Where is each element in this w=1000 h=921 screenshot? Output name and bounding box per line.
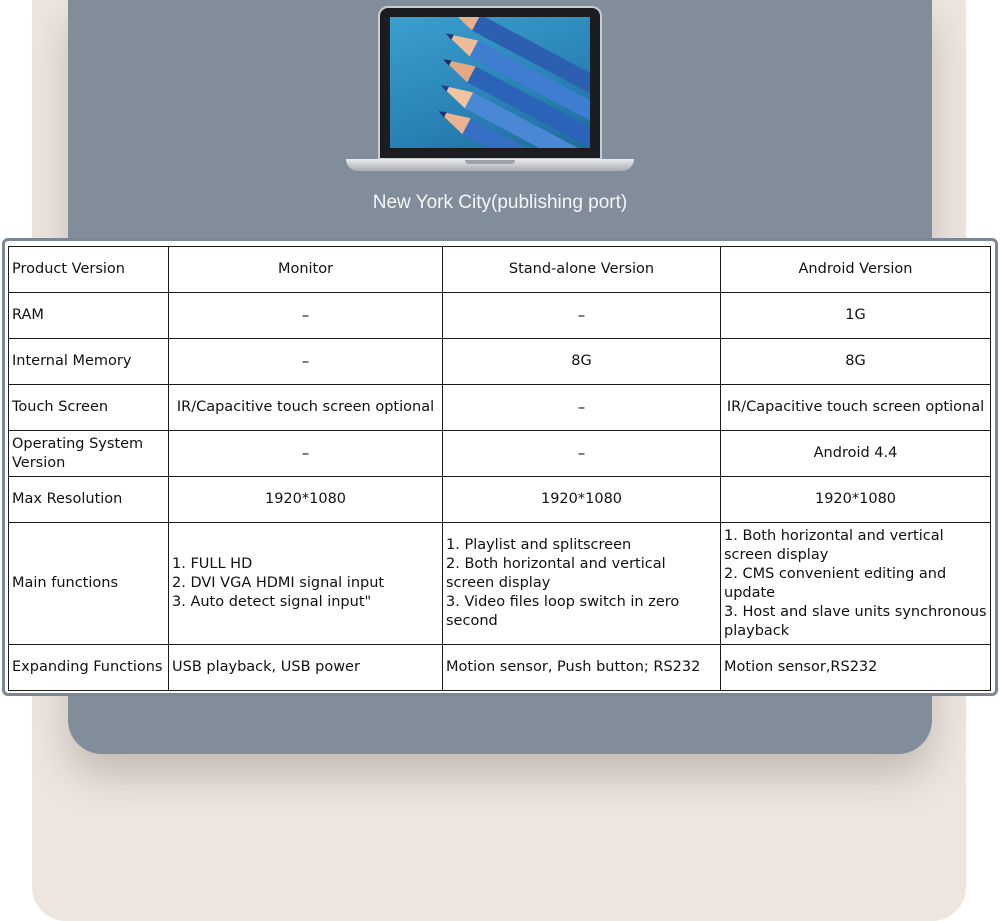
cell-standalone: – (443, 293, 721, 339)
table-row (9, 293, 991, 339)
cell-monitor: USB playback, USB power (169, 645, 443, 691)
cell-monitor: – (169, 431, 443, 477)
cell-android (721, 523, 991, 645)
cell-monitor: – (169, 339, 443, 385)
laptop-notch (465, 160, 515, 164)
cell-standalone: Motion sensor, Push button; RS232 (443, 645, 721, 691)
header-cell-monitor: Monitor (169, 247, 443, 293)
table-row (9, 339, 991, 385)
row-label: Internal Memory (9, 339, 169, 385)
spec-table (8, 246, 991, 691)
function-line: 1. Both horizontal and vertical screen display (724, 527, 944, 563)
cell-android: 8G (721, 339, 991, 385)
cell-android: 1G (721, 293, 991, 339)
function-line: 2. CMS convenient editing and update (724, 565, 947, 601)
cell-standalone (443, 523, 721, 645)
function-line: 1. Playlist and splitscreen (446, 537, 632, 553)
function-line: 3. Video files loop switch in zero second (446, 594, 680, 629)
row-label: Max Resolution (9, 477, 169, 523)
row-label: Operating System Version (9, 431, 169, 477)
cell-android: IR/Capacitive touch screen optional (721, 385, 991, 431)
laptop-image (346, 6, 634, 172)
cell-monitor: 1920*1080 (169, 477, 443, 523)
cell-android: Motion sensor,RS232 (721, 645, 991, 691)
function-line: 3. Host and slave units synchronous playback (724, 603, 987, 639)
row-label: Main functions (9, 523, 169, 645)
table-header-row (9, 247, 991, 293)
cell-android: 1920*1080 (721, 477, 991, 523)
row-label: RAM (9, 293, 169, 339)
table-row (9, 645, 991, 691)
colored-pencils-image (390, 17, 590, 148)
header-cell-standalone: Stand-alone Version (443, 247, 721, 293)
cell-monitor (169, 523, 443, 645)
header-cell-label: Product Version (9, 247, 169, 293)
product-caption: New York City(publishing port) (372, 192, 628, 213)
laptop-lid (378, 6, 602, 160)
cell-standalone: 8G (443, 339, 721, 385)
function-line: 1. FULL HD (172, 556, 253, 572)
table-row (9, 431, 991, 477)
row-label: Touch Screen (9, 385, 169, 431)
laptop-screen (390, 17, 590, 148)
cell-monitor: IR/Capacitive touch screen optional (169, 385, 443, 431)
table-row (9, 477, 991, 523)
function-line: 3. Auto detect signal input" (172, 594, 372, 610)
table-row (9, 523, 991, 645)
cell-standalone: – (443, 431, 721, 477)
function-line: 2. Both horizontal and vertical screen display (446, 556, 666, 591)
cell-standalone: 1920*1080 (443, 477, 721, 523)
cell-standalone: – (443, 385, 721, 431)
header-cell-android: Android Version (721, 247, 991, 293)
cell-android: Android 4.4 (721, 431, 991, 477)
table-row (9, 385, 991, 431)
function-line: 2. DVI VGA HDMI signal input (172, 575, 385, 591)
row-label: Expanding Functions (9, 645, 169, 691)
cell-monitor: – (169, 293, 443, 339)
